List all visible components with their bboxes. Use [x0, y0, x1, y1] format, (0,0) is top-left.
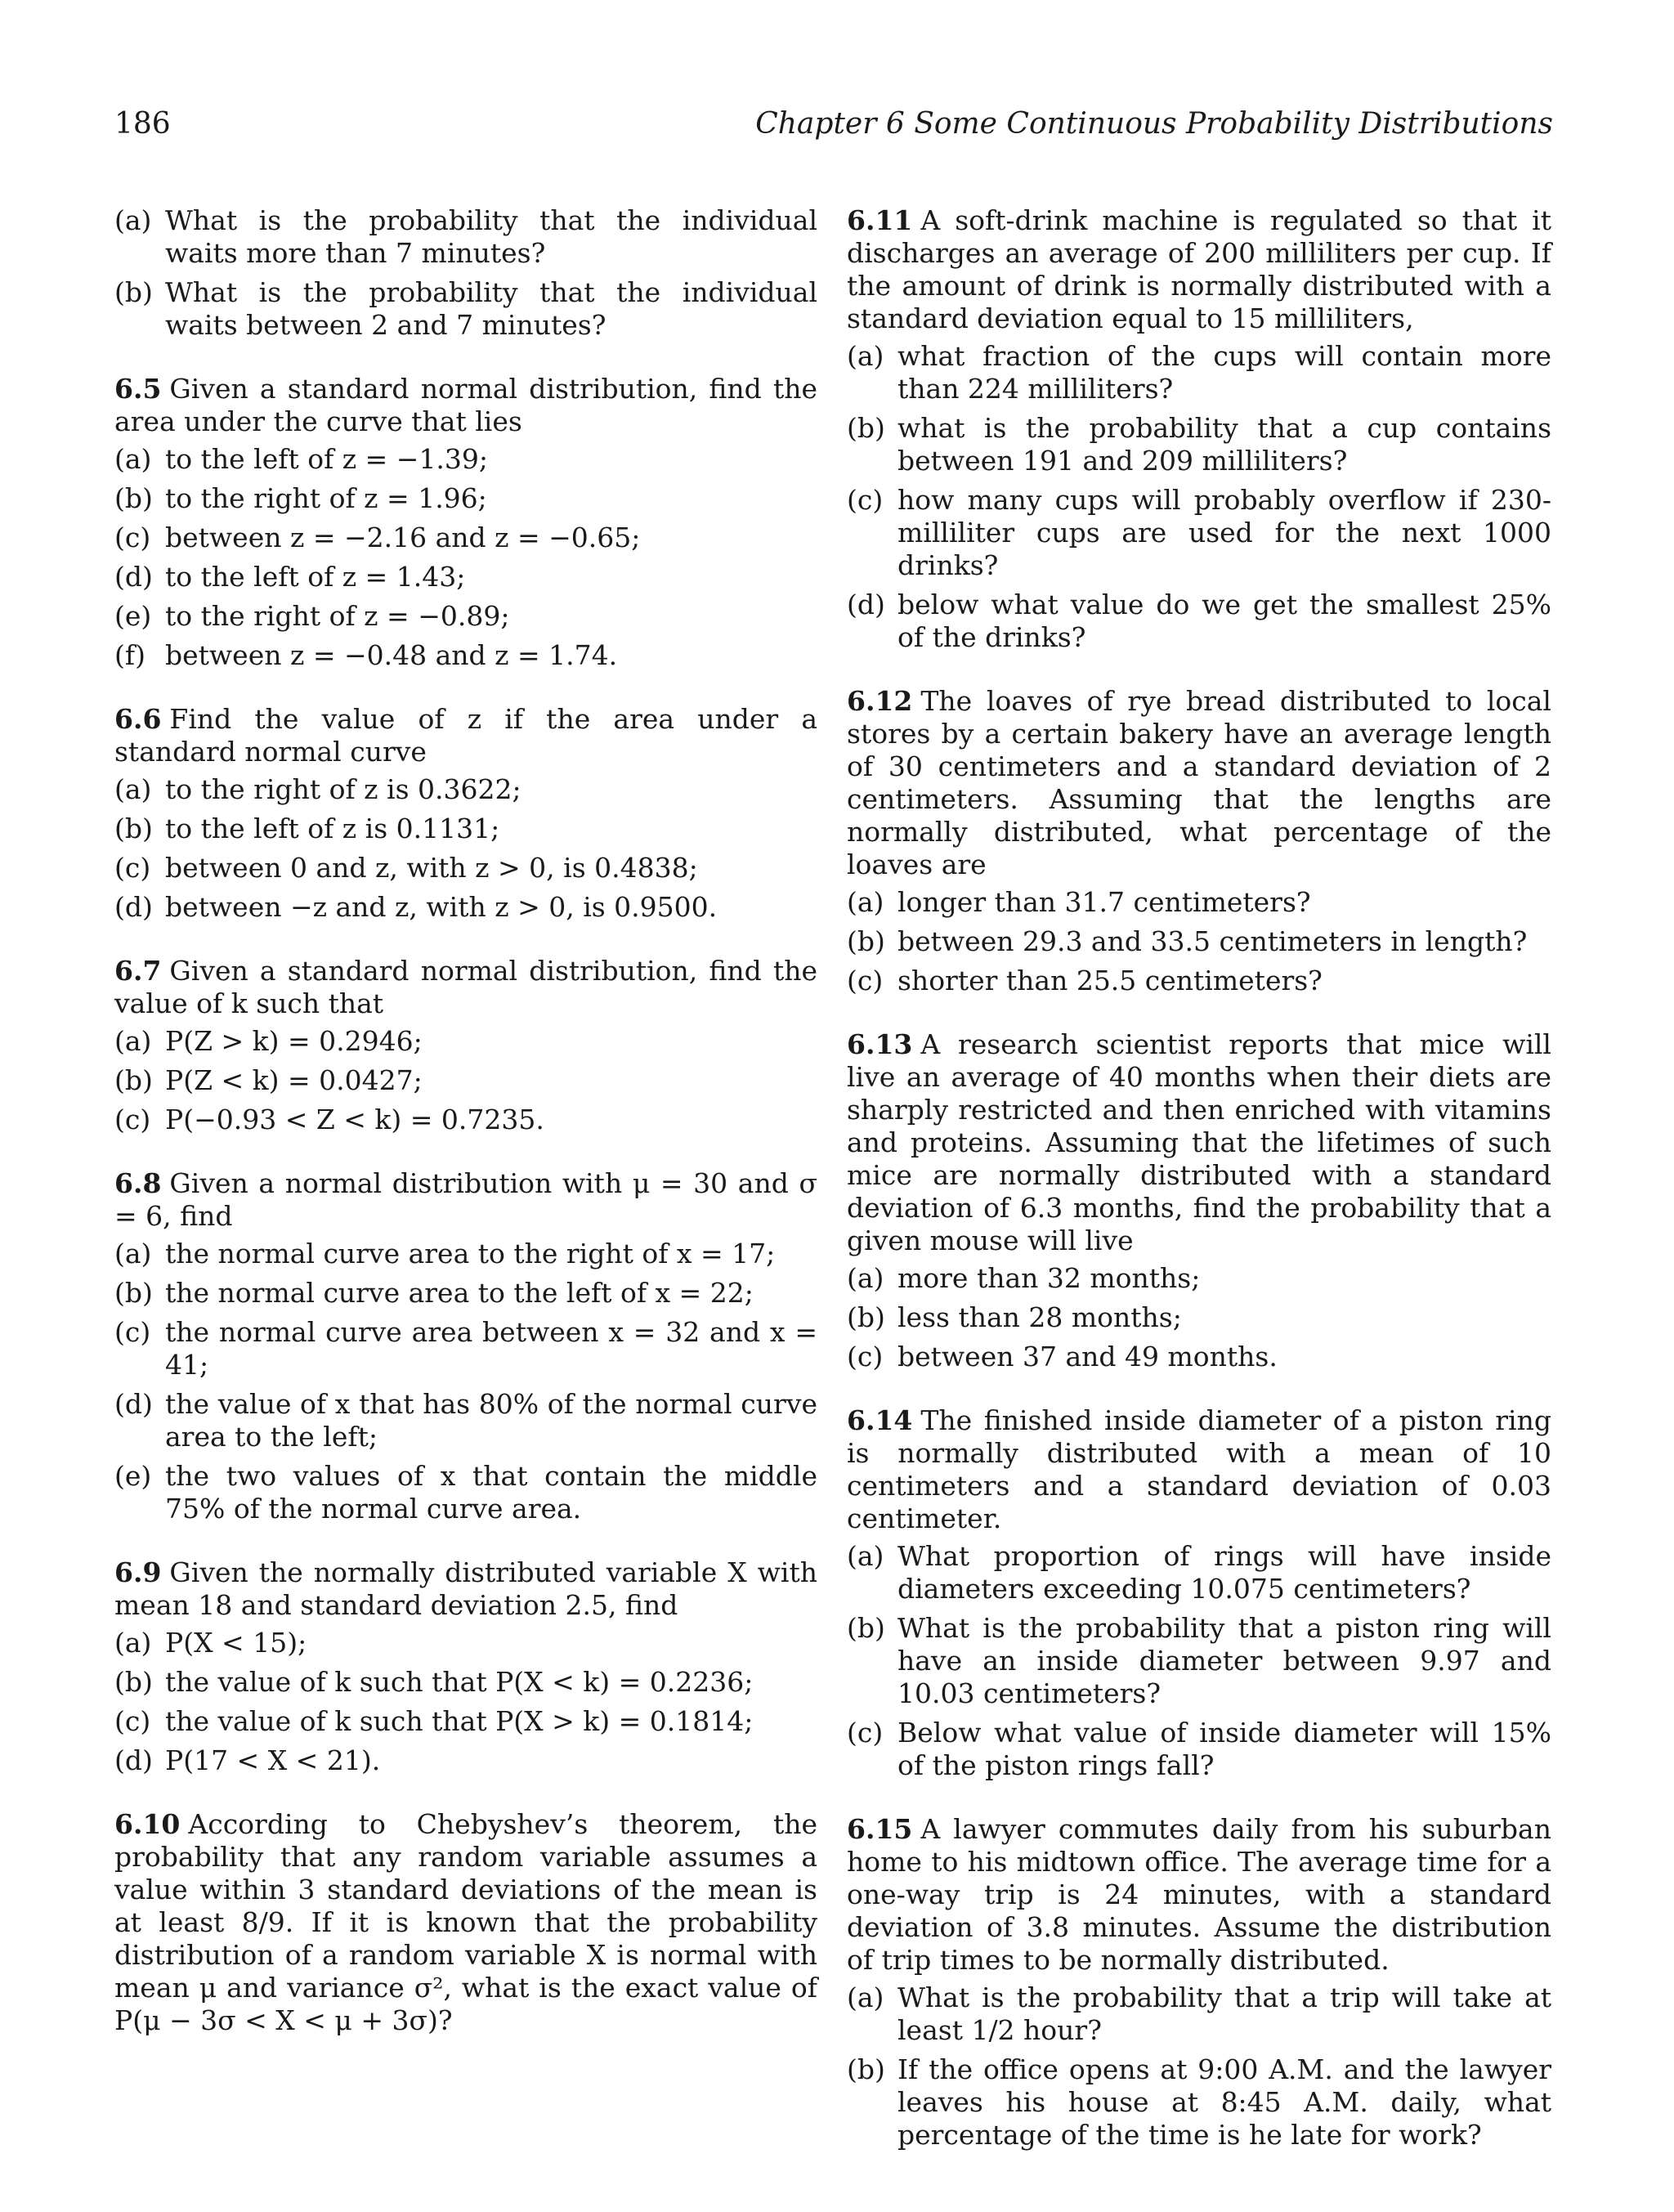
exercise-part	[114, 1388, 817, 1453]
exercise-6-13	[847, 1028, 1551, 1373]
part-label: (c)	[114, 1104, 151, 1135]
part-label: (b)	[114, 1666, 153, 1698]
part-label: (e)	[114, 600, 152, 632]
part-text: to the right of z = −0.89;	[165, 600, 510, 632]
exercise-stem	[847, 1028, 1551, 1257]
part-label: (b)	[847, 412, 885, 444]
exercise-stem	[114, 373, 817, 438]
part-label: (c)	[114, 1316, 151, 1348]
part-label: (a)	[847, 1262, 884, 1294]
exercise-part	[847, 340, 1551, 405]
exercise-part	[114, 443, 817, 476]
part-text: what is the probability that a cup contains between 191 and 209 milliliters?	[897, 412, 1551, 477]
exercise-stem	[114, 1808, 817, 2037]
part-label: (c)	[847, 1717, 884, 1749]
exercise-part	[114, 639, 817, 672]
left-column	[114, 204, 817, 2068]
exercise-parts	[114, 204, 817, 342]
exercise-part	[847, 1981, 1551, 2047]
part-label: (d)	[847, 589, 885, 620]
exercise-part	[114, 204, 817, 270]
part-text: the normal curve area to the right of x = 17;	[165, 1238, 776, 1269]
part-text: Below what value of inside diameter will 15% of the piston rings fall?	[897, 1717, 1551, 1781]
part-text: how many cups will probably overflow if 230-milliliter cups are used for the next 1000 drinks?	[897, 484, 1551, 581]
exercise-6-14	[847, 1404, 1551, 1782]
exercise-number: 6.11	[847, 204, 913, 236]
exercise-stem	[847, 1813, 1551, 1977]
exercise-part	[847, 2053, 1551, 2152]
exercise-part	[847, 1341, 1551, 1373]
part-text: the normal curve area to the left of x = 22;	[165, 1277, 754, 1309]
exercise-part	[114, 1238, 817, 1270]
part-text: between 37 and 49 months.	[897, 1341, 1278, 1372]
exercise-number: 6.13	[847, 1028, 913, 1060]
part-text: the value of k such that P(X < k) = 0.2236;	[165, 1666, 754, 1698]
part-label: (a)	[114, 773, 152, 805]
part-label: (a)	[114, 1238, 152, 1269]
part-text: between z = −2.16 and z = −0.65;	[165, 522, 641, 553]
exercise-6-7	[114, 955, 817, 1136]
exercise-part	[847, 925, 1551, 958]
exercise-6-6	[114, 703, 817, 924]
exercise-part	[114, 891, 817, 924]
part-text: what fraction of the cups will contain more than 224 milliliters?	[897, 340, 1551, 405]
exercise-6-12	[847, 685, 1551, 997]
part-text: between z = −0.48 and z = 1.74.	[165, 639, 618, 671]
exercise-text: A lawyer commutes daily from his suburban home to his midtown office. The average time for a one-way trip is 24 minutes, with a standard deviation of 3.8 minutes. Assume the distribution of trip times to be normally distributed.	[847, 1813, 1551, 1976]
exercise-number: 6.6	[114, 703, 162, 735]
exercise-part	[114, 1277, 817, 1310]
part-label: (b)	[114, 482, 153, 514]
part-text: What is the probability that the individual waits between 2 and 7 minutes?	[165, 276, 817, 341]
exercise-part	[847, 589, 1551, 654]
exercise-part	[114, 600, 817, 633]
exercise-part	[114, 852, 817, 884]
exercise-6-8	[114, 1167, 817, 1525]
exercise-stem	[847, 685, 1551, 881]
part-text: less than 28 months;	[897, 1301, 1182, 1333]
exercise-part	[114, 522, 817, 554]
exercise-text: Given the normally distributed variable X with mean 18 and standard deviation 2.5, find	[114, 1556, 817, 1621]
part-text: What proportion of rings will have inside diameters exceeding 10.075 centimeters?	[897, 1540, 1551, 1605]
exercise-number: 6.15	[847, 1813, 913, 1845]
part-text: between −z and z, with z > 0, is 0.9500.	[165, 891, 718, 923]
exercise-number: 6.8	[114, 1167, 162, 1199]
part-text: P(Z > k) = 0.2946;	[165, 1025, 423, 1057]
exercise-part	[114, 813, 817, 845]
part-label: (b)	[114, 1064, 153, 1096]
exercise-6-11	[847, 204, 1551, 654]
exercise-text: Find the value of z if the area under a standard normal curve	[114, 703, 817, 768]
exercise-text: A soft-drink machine is regulated so that it discharges an average of 200 milliliters per cup. If the amount of drink is normally distributed with a standard deviation equal to 15 milliliters,	[847, 204, 1551, 334]
exercise-6-15	[847, 1813, 1551, 2152]
part-label: (d)	[114, 1744, 153, 1776]
part-text: the normal curve area between x = 32 and x = 41;	[165, 1316, 817, 1381]
part-text: the two values of x that contain the middle 75% of the normal curve area.	[165, 1460, 817, 1525]
part-label: (a)	[847, 886, 884, 918]
exercise-text: The loaves of rye bread distributed to local stores by a certain bakery have an average length of 30 centimeters and a standard deviation of 2 centimeters. Assuming that the lengths are normally distributed, what percentage of the loaves are	[847, 685, 1551, 880]
exercise-parts	[847, 340, 1551, 654]
part-label: (a)	[847, 1981, 884, 2013]
part-text: P(−0.93 < Z < k) = 0.7235.	[165, 1104, 544, 1135]
part-text: below what value do we get the smallest 25% of the drinks?	[897, 589, 1551, 653]
exercise-part	[847, 412, 1551, 477]
exercise-part	[847, 1262, 1551, 1295]
exercise-6-9	[114, 1556, 817, 1777]
exercise-stem	[114, 1167, 817, 1233]
part-label: (e)	[114, 1460, 152, 1492]
part-label: (d)	[114, 561, 153, 593]
part-label: (b)	[847, 925, 885, 957]
exercise-number: 6.14	[847, 1404, 913, 1436]
part-text: What is the probability that a trip will take at least 1/2 hour?	[897, 1981, 1551, 2046]
exercise-part	[114, 1064, 817, 1097]
part-label: (c)	[114, 522, 151, 553]
exercise-part	[114, 276, 817, 342]
exercise-text: A research scientist reports that mice will live an average of 40 months when their diets are sharply restricted and then enriched with vitamins and proteins. Assuming that the lifetimes of such mice are normally distributed with a standard deviation of 6.3 months, find the probability that a given mouse will live	[847, 1028, 1551, 1256]
part-text: to the left of z = −1.39;	[165, 443, 489, 475]
exercise-part	[847, 1540, 1551, 1605]
exercise-part	[114, 1025, 817, 1058]
exercise-stem	[847, 1404, 1551, 1535]
part-label: (a)	[114, 204, 152, 236]
part-text: the value of k such that P(X > k) = 0.1814;	[165, 1705, 754, 1737]
exercise-stem	[114, 955, 817, 1020]
exercise-part	[847, 965, 1551, 997]
part-label: (d)	[114, 1388, 153, 1420]
running-head: Chapter 6 Some Continuous Probability Distributions	[755, 107, 1553, 141]
part-label: (a)	[114, 1627, 152, 1659]
exercise-part	[114, 773, 817, 806]
part-text: between 0 and z, with z > 0, is 0.4838;	[165, 852, 698, 884]
exercise-parts	[847, 1981, 1551, 2152]
exercise-text: Given a normal distribution with μ = 30 and σ = 6, find	[114, 1167, 817, 1232]
exercise-part	[847, 1301, 1551, 1334]
right-column	[847, 204, 1551, 2183]
part-label: (a)	[114, 443, 152, 475]
part-label: (c)	[847, 965, 884, 996]
exercise-text: Given a standard normal distribution, find the area under the curve that lies	[114, 373, 817, 437]
exercise-text: The finished inside diameter of a piston ring is normally distributed with a mean of 10 centimeters and a standard deviation of 0.03 centimeter.	[847, 1404, 1551, 1534]
exercise-text: Given a standard normal distribution, find the value of k such that	[114, 955, 817, 1019]
part-text: longer than 31.7 centimeters?	[897, 886, 1311, 918]
part-text: to the left of z is 0.1131;	[165, 813, 500, 844]
part-text: P(Z < k) = 0.0427;	[165, 1064, 423, 1096]
exercise-part	[847, 484, 1551, 582]
part-label: (a)	[847, 1540, 884, 1572]
exercise-6-10	[114, 1808, 817, 2037]
part-text: P(X < 15);	[165, 1627, 307, 1659]
part-label: (d)	[114, 891, 153, 923]
exercise-part	[114, 1705, 817, 1738]
part-text: What is the probability that the individual waits more than 7 minutes?	[165, 204, 817, 269]
exercise-part	[114, 1316, 817, 1381]
part-text: P(17 < X < 21).	[165, 1744, 381, 1776]
exercise-part	[847, 886, 1551, 919]
exercise-continuation	[114, 204, 817, 342]
part-text: to the right of z = 1.96;	[165, 482, 487, 514]
part-text: more than 32 months;	[897, 1262, 1201, 1294]
part-label: (c)	[847, 484, 884, 516]
exercise-number: 6.10	[114, 1808, 181, 1840]
exercise-number: 6.12	[847, 685, 913, 717]
exercise-parts	[847, 886, 1551, 997]
part-label: (b)	[114, 813, 153, 844]
part-text: to the right of z is 0.3622;	[165, 773, 521, 805]
exercise-parts	[847, 1540, 1551, 1782]
page-header	[114, 108, 1553, 149]
exercise-number: 6.5	[114, 373, 162, 405]
exercise-part	[114, 1744, 817, 1777]
exercise-part	[847, 1612, 1551, 1710]
part-label: (f)	[114, 639, 145, 671]
exercise-parts	[114, 443, 817, 672]
exercise-part	[114, 1460, 817, 1525]
part-label: (b)	[847, 1301, 885, 1333]
part-text: to the left of z = 1.43;	[165, 561, 466, 593]
part-label: (a)	[114, 1025, 152, 1057]
part-label: (b)	[114, 276, 153, 308]
page-number: 186	[114, 107, 171, 141]
exercise-part	[847, 1717, 1551, 1782]
exercise-stem	[847, 204, 1551, 335]
exercise-part	[114, 1104, 817, 1136]
exercise-part	[114, 1627, 817, 1659]
part-text: between 29.3 and 33.5 centimeters in length?	[897, 925, 1528, 957]
part-text: What is the probability that a piston ring will have an inside diameter between 9.97 and 10.03 centimeters?	[897, 1612, 1551, 1709]
exercise-stem	[114, 1556, 817, 1622]
exercise-number: 6.9	[114, 1556, 162, 1588]
part-label: (b)	[114, 1277, 153, 1309]
part-label: (a)	[847, 340, 884, 372]
exercise-text: According to Chebyshev’s theorem, the probability that any random variable assumes a value within 3 standard deviations of the mean is at least 8/9. If it is known that the probability distribution of a random variable X is normal with mean μ and variance σ², what is the exact value of P(μ − 3σ < X < μ + 3σ)?	[114, 1808, 817, 2036]
part-label: (c)	[847, 1341, 884, 1372]
exercise-stem	[114, 703, 817, 768]
exercise-part	[114, 561, 817, 593]
part-label: (b)	[847, 2053, 885, 2085]
part-text: the value of x that has 80% of the normal curve area to the left;	[165, 1388, 817, 1453]
part-label: (c)	[114, 852, 151, 884]
exercise-parts	[114, 773, 817, 924]
exercise-part	[114, 1666, 817, 1699]
part-label: (c)	[114, 1705, 151, 1737]
exercise-parts	[847, 1262, 1551, 1373]
part-text: If the office opens at 9:00 A.M. and the lawyer leaves his house at 8:45 A.M. daily, what percentage of the time is he late for work?	[897, 2053, 1551, 2151]
exercise-parts	[114, 1627, 817, 1777]
exercise-6-5	[114, 373, 817, 672]
exercise-parts	[114, 1025, 817, 1136]
exercise-parts	[114, 1238, 817, 1525]
exercise-part	[114, 482, 817, 515]
part-label: (b)	[847, 1612, 885, 1644]
exercise-number: 6.7	[114, 955, 162, 987]
part-text: shorter than 25.5 centimeters?	[897, 965, 1323, 996]
